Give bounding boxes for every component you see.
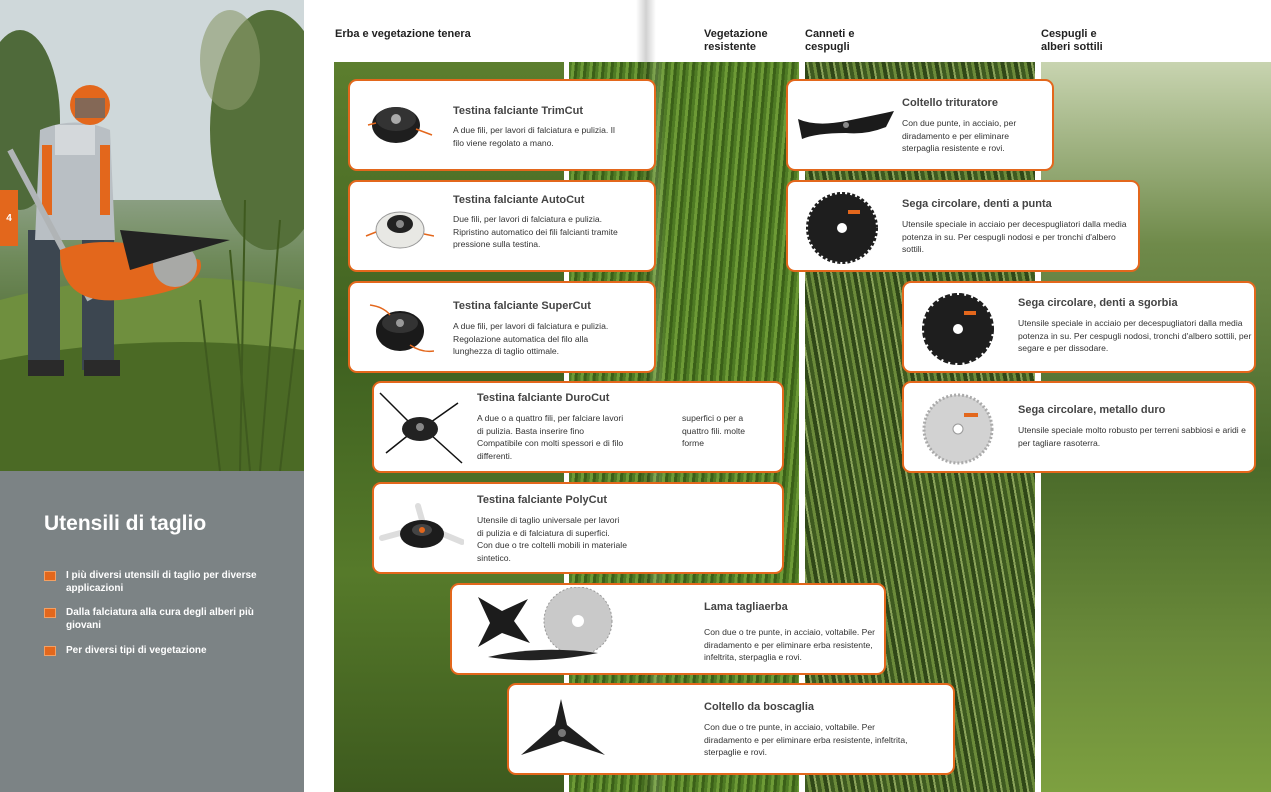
hero-photo-illustration — [0, 0, 304, 471]
section-title: Utensili di taglio — [44, 512, 207, 535]
product-card-sega-denti-sgorbia — [902, 281, 1256, 373]
product-title: Testina falciante DuroCut — [477, 392, 610, 404]
product-description: Con due o tre punte, in acciaio, voltabile. Per diradamento e per eliminare erba resistente, infeltrita, sterpaglia e rovi. — [704, 627, 876, 663]
product-card-durocut — [372, 381, 784, 473]
trimcut-head-icon — [364, 95, 434, 153]
hero-photo — [0, 0, 304, 471]
product-description: A due fili, per lavori di falciatura e pulizia. Il filo viene regolato a mano. — [453, 125, 615, 148]
supercut-head-icon — [364, 297, 434, 359]
product-title: Testina falciante TrimCut — [453, 105, 583, 117]
bullet-item — [44, 569, 264, 595]
product-card-polycut — [372, 482, 784, 574]
pointed-saw-blade-icon — [800, 192, 884, 264]
bullet-text: Dalla falciatura alla cura degli alberi più giovani — [66, 607, 254, 631]
brush-knife-icon — [517, 695, 607, 765]
product-card-coltello-boscaglia — [507, 683, 955, 775]
product-title: Sega circolare, denti a sgorbia — [1018, 297, 1178, 309]
bullet-square-icon — [44, 571, 56, 581]
column-header-grass: Erba e vegetazione tenera — [335, 28, 471, 40]
product-description: A due o a quattro fili, per falciare lavori di pulizia. Basta inserire fino Compatibile con molti spessori e di filo differenti. — [477, 413, 624, 461]
grass-blade-icon — [458, 587, 628, 673]
product-description: Due fili, per lavori di falciatura e pulizia. Ripristino automatico dei fili falcianti tramite pressione sulla testina. — [453, 214, 618, 250]
product-description: Con due o tre punte, in acciaio, voltabile. Per diradamento e per eliminare erba resistente, infeltrita, sterpaglie e rovi. — [704, 722, 908, 758]
product-card-sega-denti-punta — [786, 180, 1140, 272]
durocut-head-icon — [376, 389, 466, 467]
polycut-head-icon — [378, 498, 464, 562]
bullet-item — [44, 606, 264, 632]
product-title: Coltello trituratore — [902, 97, 998, 109]
bullet-square-icon — [44, 646, 56, 656]
bullet-square-icon — [44, 608, 56, 618]
product-card-coltello-trituratore — [786, 79, 1054, 171]
product-description: Utensile speciale in acciaio per decespugliatori dalla media potenza in su. Per cespugli nodosi, tronchi d'albero sottili, per segare e per dissodare. — [1018, 318, 1252, 354]
column-header-reeds: Canneti e cespugli — [805, 28, 855, 53]
product-title: Testina falciante AutoCut — [453, 194, 585, 206]
bullet-item — [44, 644, 264, 657]
product-description-extra: superfici o per a quattro fili. molte forme — [682, 413, 746, 449]
product-card-trimcut — [348, 79, 656, 171]
product-title: Testina falciante SuperCut — [453, 300, 591, 312]
product-card-autocut — [348, 180, 656, 272]
bullet-text: Per diversi tipi di vegetazione — [66, 645, 207, 656]
product-card-lama-tagliaerba — [450, 583, 886, 675]
column-header-tough-vegetation: Vegetazione resistente — [704, 28, 768, 53]
product-description: A due fili, per lavori di falciatura e pulizia. Regolazione automatica del filo alla lunghezza di taglio ottimale. — [453, 321, 609, 357]
product-title: Lama tagliaerba — [704, 601, 788, 613]
product-card-sega-metallo-duro — [902, 381, 1256, 473]
page-number: 4 — [0, 190, 18, 246]
autocut-head-icon — [364, 196, 434, 258]
shredder-blade-icon — [796, 107, 896, 147]
product-title: Sega circolare, denti a punta — [902, 198, 1052, 210]
product-description: Con due punte, in acciaio, per diradamento e per eliminare sterpaglia resistente e rovi. — [902, 118, 1017, 154]
product-title: Testina falciante PolyCut — [477, 494, 607, 506]
product-description: Utensile speciale molto robusto per terreni sabbiosi e aridi e per tagliare rasoterra. — [1018, 425, 1246, 448]
product-description: Utensile di taglio universale per lavori di pulizia e di falciatura di superfici. Con due o tre coltelli mobili in materiale sintetico. — [477, 515, 627, 563]
carbide-saw-blade-icon — [916, 393, 1000, 465]
product-title: Sega circolare, metallo duro — [1018, 404, 1166, 416]
bullet-text: I più diversi utensili di taglio per diverse applicazioni — [66, 570, 257, 594]
product-card-supercut — [348, 281, 656, 373]
column-header-trees: Cespugli e alberi sottili — [1041, 28, 1103, 53]
chisel-saw-blade-icon — [916, 293, 1000, 365]
product-description: Utensile speciale in acciaio per decespugliatori dalla media potenza in su. Per cespugli nodosi e per tronchi d'albero sottili. — [902, 219, 1127, 255]
product-title: Coltello da boscaglia — [704, 701, 815, 713]
